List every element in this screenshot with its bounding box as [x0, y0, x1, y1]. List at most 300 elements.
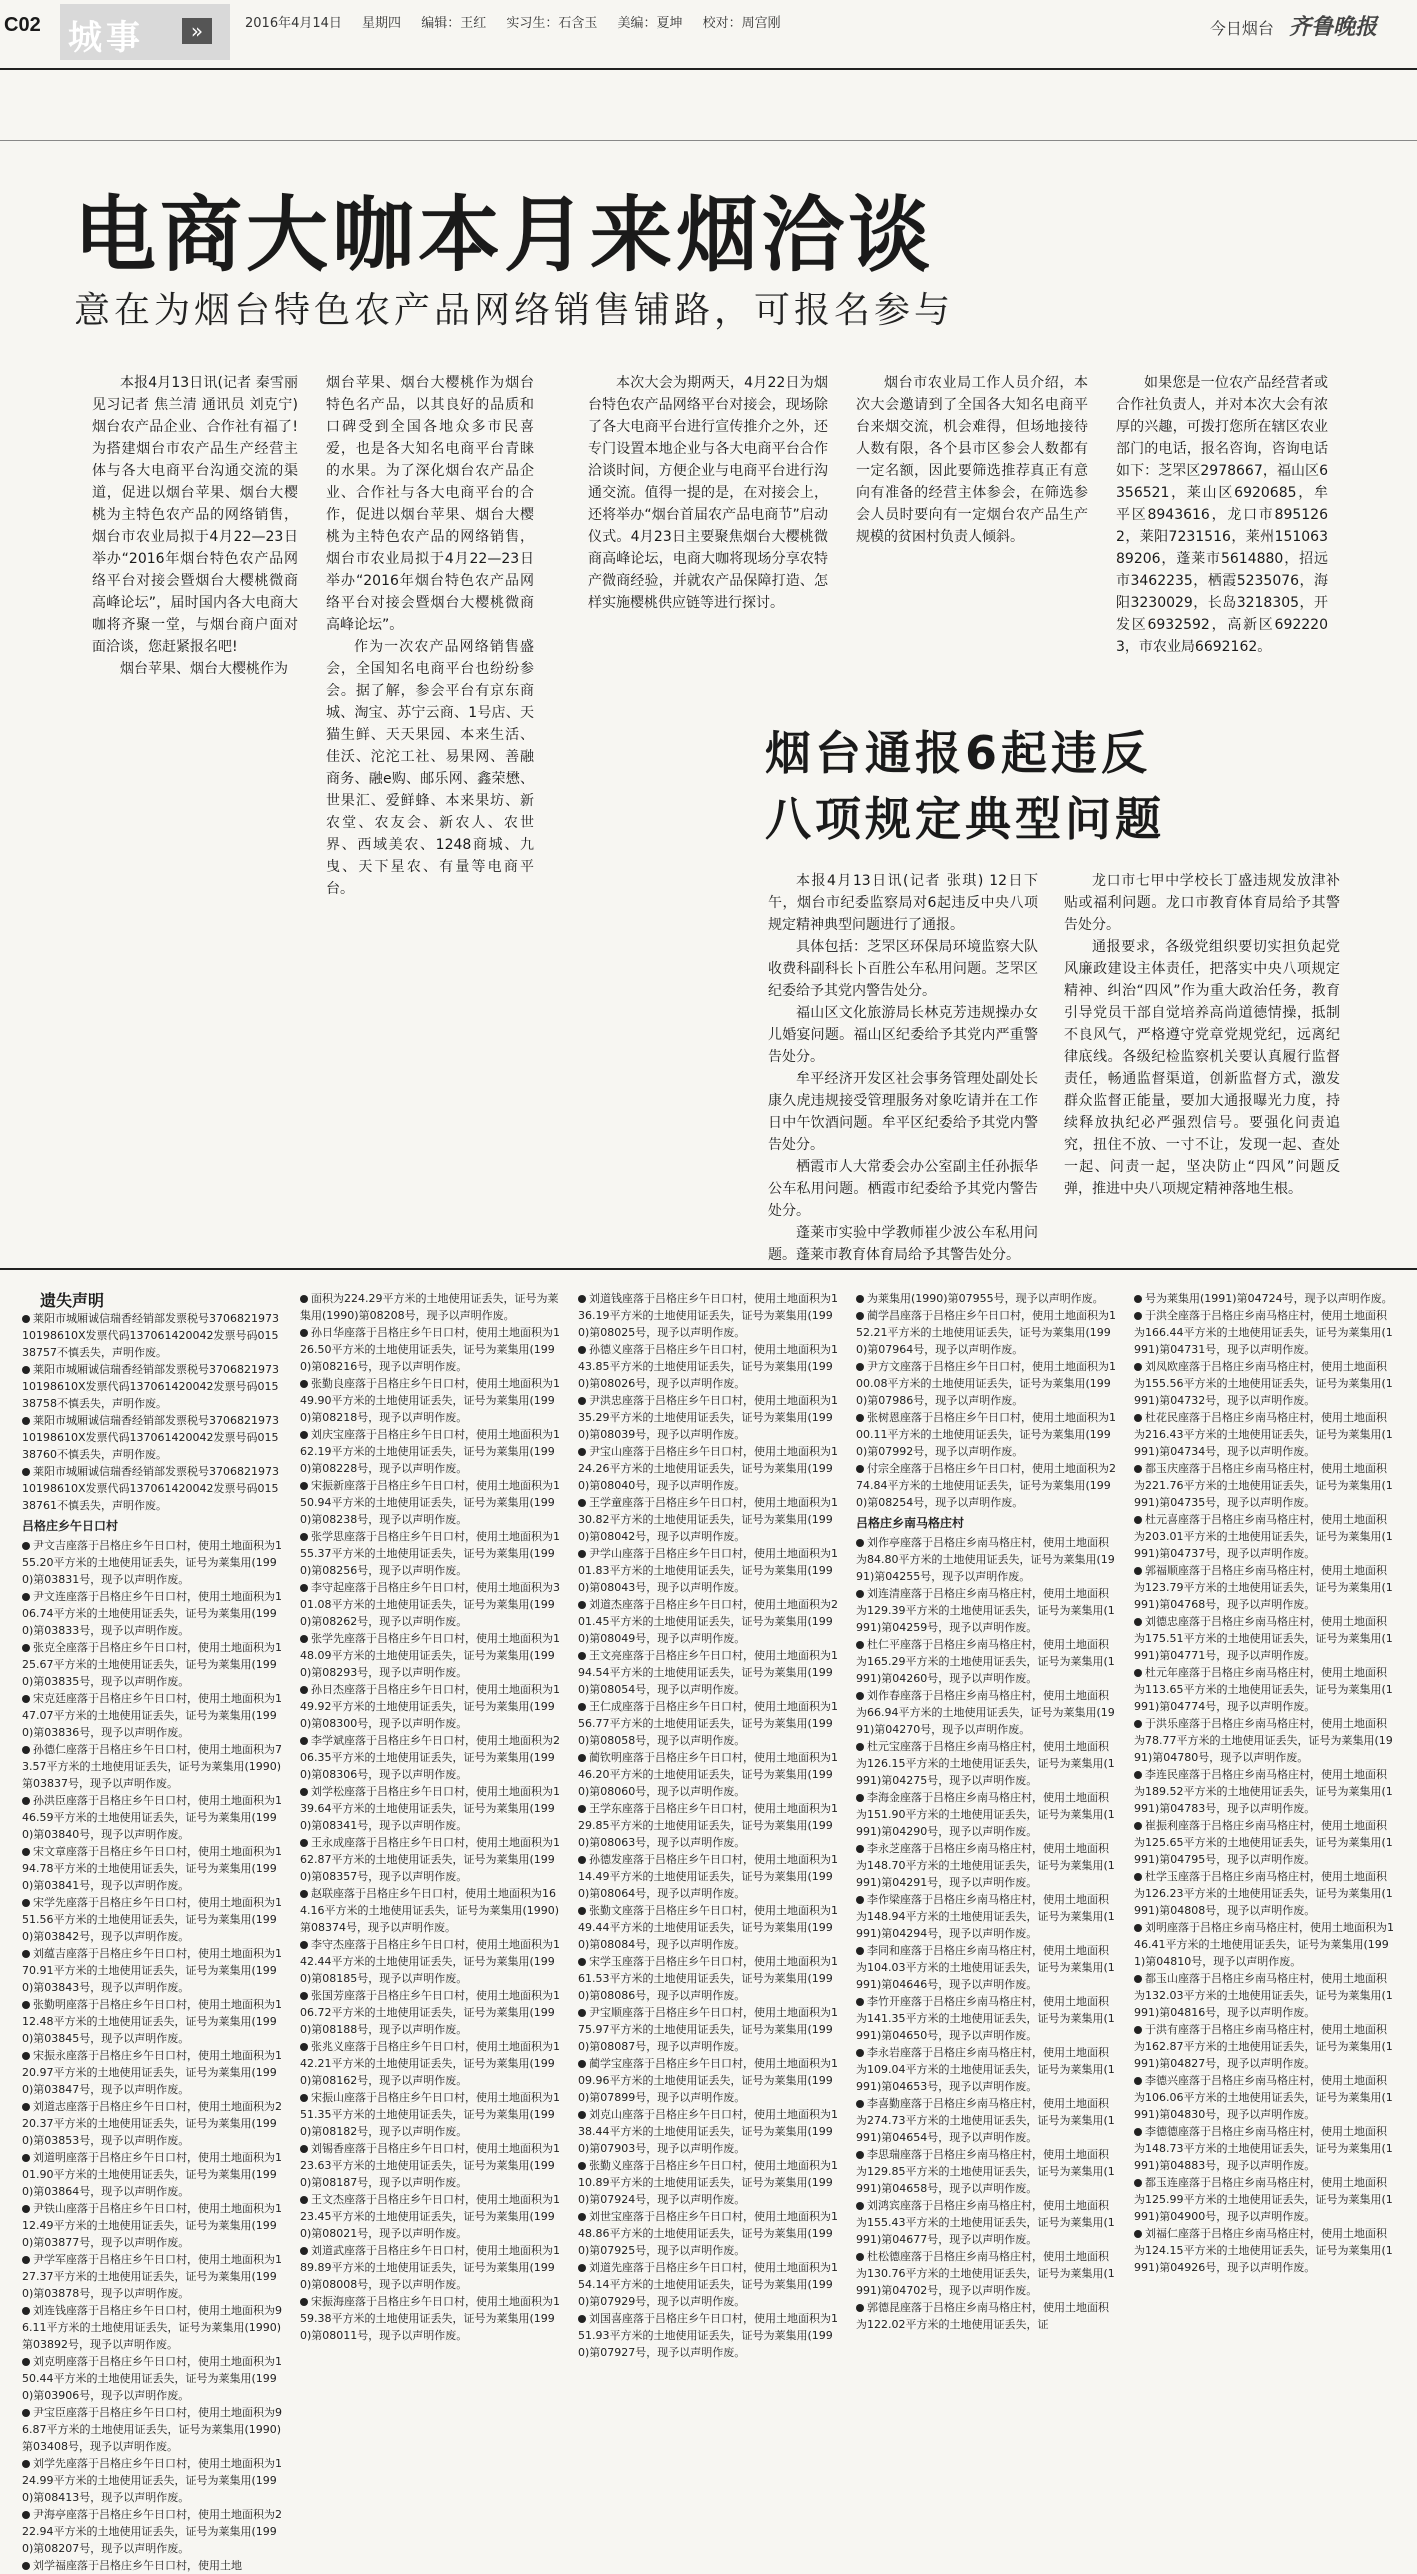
notices-column-4 [856, 1290, 1118, 2370]
bullet-icon [578, 2264, 586, 2272]
notice-entry [856, 1460, 1118, 1511]
bullet-icon [856, 1539, 864, 1547]
notice-entry [578, 2055, 840, 2106]
notice-entry [300, 1528, 562, 1579]
notice-text: 刘道钱座落于吕格庄乡午日口村，使用土地面积为136.19平方米的土地使用证丢失，证号为莱集用(1990)第08025号，现予以声明作废。 [578, 1292, 838, 1339]
notice-entry [856, 1409, 1118, 1460]
notice-entry [578, 1698, 840, 1749]
bullet-icon [300, 1584, 308, 1592]
notice-entry [22, 1463, 282, 1514]
bullet-icon [578, 1397, 586, 1405]
masthead [1210, 10, 1377, 41]
notice-entry [22, 1792, 282, 1843]
notice-text: 刘福仁座落于吕格庄乡南马格庄村，使用土地面积为124.15平方米的土地使用证丢失，证号为莱集用(1991)第04926号，现予以声明作废。 [1134, 2227, 1393, 2274]
bullet-icon [22, 2358, 30, 2366]
notice-text: 李德德座落于吕格庄乡南马格庄村，使用土地面积为148.73平方米的土地使用证丢失，证号为莱集用(1991)第04883号，现予以声明作废。 [1134, 2125, 1393, 2172]
notices-title: 遗失声明 [40, 1291, 105, 1310]
notice-entry [300, 2089, 562, 2140]
bullet-icon [856, 2202, 864, 2210]
notice-text: 莱阳市城厢诚信瑞香经销部发票税号370682197310198610X发票代码137061420042发票号码01538760不慎丢失，声明作废。 [22, 1414, 279, 1461]
notice-text: 于洪乐座落于吕格庄乡南马格庄村，使用土地面积为78.77平方米的土地使用证丢失，证号为莱集用(1991)第04780号，现予以声明作废。 [1134, 1717, 1393, 1764]
notice-text: 刘连钱座落于吕格庄乡午日口村，使用土地面积为96.11平方米的土地使用证丢失，证号为莱集用(1990)第03892号，现予以声明作废。 [22, 2304, 282, 2351]
notice-entry [578, 1545, 840, 1596]
bullet-icon [856, 1465, 864, 1473]
notice-entry [22, 1894, 282, 1945]
bullet-icon [300, 1992, 308, 2000]
notice-entry [22, 2557, 282, 2574]
article2-headline-line1: 烟台通报6起违反 [765, 726, 1152, 780]
notice-text: 刘学松座落于吕格庄乡午日口村，使用土地面积为139.64平方米的土地使用证丢失，证号为莱集用(1990)第08341号，现予以声明作废。 [300, 1785, 560, 1832]
notices-column-5 [1134, 1290, 1396, 2370]
header-rule-thin [0, 140, 1417, 141]
notice-text: 刘国喜座落于吕格庄乡午日口村，使用土地面积为151.93平方米的土地使用证丢失，证号为莱集用(1990)第07927号，现予以声明作废。 [578, 2312, 838, 2359]
bullet-icon [1134, 1414, 1142, 1422]
bullet-icon [22, 1695, 30, 1703]
notice-text: 刘庆宝座落于吕格庄乡午日口村，使用土地面积为162.19平方米的土地使用证丢失，证号为莱集用(1990)第08228号，现予以声明作废。 [300, 1428, 560, 1475]
notice-entry [856, 2248, 1118, 2299]
notice-village-heading: 吕格庄乡南马格庄村 [856, 1516, 965, 1530]
article2-para-6: 蓬莱市实验中学教师崔少波公车私用问题。蓬莱市教育体育局给予其警告处分。 [768, 1225, 1038, 1263]
notice-entry [22, 2200, 282, 2251]
notice-entry [1134, 1664, 1396, 1715]
notice-entry [578, 1494, 840, 1545]
art-editor: 美编：夏坤 [617, 16, 683, 31]
bullet-icon [856, 1794, 864, 1802]
bullet-icon [300, 1788, 308, 1796]
chevron-right-icon: » [182, 18, 212, 44]
bullet-icon [856, 1896, 864, 1904]
notice-entry [856, 1687, 1118, 1738]
notice-entry [578, 1851, 840, 1902]
notice-entry [578, 1902, 840, 1953]
notice-entry [856, 2299, 1118, 2333]
bullet-icon [300, 2196, 308, 2204]
notice-text: 都玉山座落于吕格庄乡南马格庄村，使用土地面积为132.03平方米的土地使用证丢失，证号为莱集用(1991)第04816号，现予以声明作废。 [1134, 1972, 1393, 2019]
notice-text: 王文杰座落于吕格庄乡午日口村，使用土地面积为123.45平方米的土地使用证丢失，证号为莱集用(1990)第08021号，现予以声明作废。 [300, 2193, 560, 2240]
notice-text: 张勤良座落于吕格庄乡午日口村，使用土地面积为149.90平方米的土地使用证丢失，证号为莱集用(1990)第08218号，现予以声明作废。 [300, 1377, 560, 1424]
bullet-icon [300, 1533, 308, 1541]
notice-entry [856, 2095, 1118, 2146]
notice-entry [578, 1341, 840, 1392]
notice-entry [22, 2149, 282, 2200]
notice-text: 杜元年座落于吕格庄乡南马格庄村，使用土地面积为113.65平方米的土地使用证丢失，证号为莱集用(1991)第04774号，现予以声明作废。 [1134, 1666, 1393, 1713]
bullet-icon [1134, 1618, 1142, 1626]
bullet-icon [856, 1641, 864, 1649]
notice-text: 号为莱集用(1991)第04724号，现予以声明作废。 [1145, 1292, 1393, 1305]
notice-entry [856, 1738, 1118, 1789]
notice-text: 刘道杰座落于吕格庄乡午日口村，使用土地面积为201.45平方米的土地使用证丢失，证号为莱集用(1990)第08049号，现予以声明作废。 [578, 1598, 838, 1645]
notice-entry [22, 2353, 282, 2404]
notice-text: 尹文吉座落于吕格庄乡午日口村，使用土地面积为155.20平方米的土地使用证丢失，证号为莱集用(1990)第03831号，现予以声明作废。 [22, 1539, 282, 1586]
issue-date: 2016年4月14日 [245, 16, 342, 31]
bullet-icon [22, 1950, 30, 1958]
notice-text: 张学思座落于吕格庄乡午日口村，使用土地面积为155.37平方米的土地使用证丢失，证号为莱集用(1990)第08256号，现予以声明作废。 [300, 1530, 560, 1577]
notice-entry [578, 1953, 840, 2004]
bullet-icon [1134, 2230, 1142, 2238]
bullet-icon [300, 1686, 308, 1694]
notice-text: 莱阳市城厢诚信瑞香经销部发票税号370682197310198610X发票代码137061420042发票号码01538757不慎丢失，声明作废。 [22, 1312, 279, 1359]
notice-text: 尹宝臣座落于吕格庄乡午日口村，使用土地面积为96.87平方米的土地使用证丢失，证号为莱集用(1990)第03408号，现予以声明作废。 [22, 2406, 282, 2453]
notice-text: 于洪有座落于吕格庄乡南马格庄村，使用土地面积为162.87平方米的土地使用证丢失，证号为莱集用(1991)第04827号，现予以声明作废。 [1134, 2023, 1393, 2070]
bullet-icon [856, 2151, 864, 2159]
notice-text: 宋学玉座落于吕格庄乡午日口村，使用土地面积为161.53平方米的土地使用证丢失，证号为莱集用(1990)第08086号，现予以声明作废。 [578, 1955, 838, 2002]
notice-entry [1134, 1919, 1396, 1970]
notice-entry [1134, 2072, 1396, 2123]
bullet-icon [300, 2247, 308, 2255]
notice-text: 李学斌座落于吕格庄乡午日口村，使用土地面积为206.35平方米的土地使用证丢失，证号为莱集用(1990)第08306号，现予以声明作废。 [300, 1734, 560, 1781]
notice-text: 宋振新座落于吕格庄乡午日口村，使用土地面积为150.94平方米的土地使用证丢失，证号为莱集用(1990)第08238号，现予以声明作废。 [300, 1479, 560, 1526]
bullet-icon [300, 1635, 308, 1643]
bullet-icon [300, 1329, 308, 1337]
notice-entry [578, 2208, 840, 2259]
notice-entry [1134, 1868, 1396, 1919]
article1-column-2 [326, 372, 534, 897]
bullet-icon [578, 2162, 586, 2170]
notice-entry [300, 1426, 562, 1477]
notice-text: 孙德义座落于吕格庄乡午日口村，使用土地面积为143.85平方米的土地使用证丢失，证号为莱集用(1990)第08026号，现予以声明作废。 [578, 1343, 838, 1390]
notice-text: 为莱集用(1990)第07955号，现予以声明作废。 [867, 1292, 1104, 1305]
article2-para-7: 龙口市七甲中学校长丁盛违规发放津补贴或福利问题。龙口市教育体育局给予其警告处分。 [1064, 873, 1340, 933]
article2-column-2 [1064, 870, 1340, 1270]
notice-text: 蔺学宝座落于吕格庄乡午日口村，使用土地面积为109.96平方米的土地使用证丢失，证号为莱集用(1990)第07899号，现予以声明作废。 [578, 2057, 838, 2104]
article2-headline [765, 720, 1165, 852]
notice-entry [856, 1358, 1118, 1409]
bullet-icon [1134, 1516, 1142, 1524]
notice-entry [1134, 2174, 1396, 2225]
notice-text: 尹文连座落于吕格庄乡午日口村，使用土地面积为106.74平方米的土地使用证丢失，证号为莱集用(1990)第03833号，现予以声明作废。 [22, 1590, 282, 1637]
article2-column-1 [768, 870, 1038, 1270]
notice-text: 都玉庆座落于吕格庄乡南马格庄村，使用土地面积为221.76平方米的土地使用证丢失，证号为莱集用(1991)第04735号，现予以声明作废。 [1134, 1462, 1393, 1509]
notices-column-3 [578, 1290, 840, 2370]
notice-text: 杜花民座落于吕格庄乡南马格庄村，使用土地面积为216.43平方米的土地使用证丢失，证号为莱集用(1991)第04734号，现予以声明作废。 [1134, 1411, 1393, 1458]
bullet-icon [1134, 1363, 1142, 1371]
article1-para-2: 烟台苹果、烟台大樱桃作为烟台特色名产品，以其良好的品质和口碑受到全国各地众多市民喜爱，也是各大知名电商平台青睐的水果。为了深化烟台农产品企业、合作社与各大电商平台的合作，促进以烟台苹果、烟台大樱桃为主特色农产品的网络销售，烟台市农业局拟于4月22—23日举办“2016年烟台特色农产品网络平台对接会暨烟台大樱桃微商高峰论坛”。 [326, 375, 534, 633]
bullet-icon [856, 1947, 864, 1955]
bullet-icon [1134, 1822, 1142, 1830]
notice-entry [300, 1324, 562, 1375]
notice-entry [856, 1307, 1118, 1358]
notice-text: 孙洪臣座落于吕格庄乡午日口村，使用土地面积为146.59平方米的土地使用证丢失，证号为莱集用(1990)第03840号，现予以声明作废。 [22, 1794, 282, 1841]
bullet-icon [22, 2409, 30, 2417]
notice-text: 付宗全座落于吕格庄乡午日口村，使用土地面积为274.84平方米的土地使用证丢失，证号为莱集用(1990)第08254号，现予以声明作废。 [856, 1462, 1116, 1509]
notice-text: 赵联座落于吕格庄乡午日口村，使用土地面积为164.16平方米的土地使用证丢失，证号为莱集用(1990)第08374号，现予以声明作废。 [300, 1887, 560, 1934]
article1-para-3: 作为一次农产品网络销售盛会，全国知名电商平台也纷纷参会。据了解，参会平台有京东商城、淘宝、苏宁云商、1号店、天猫生鲜、天天果园、本来生活、佳沃、沱沱工社、易果网、善融商务、融e购、邮乐网、鑫荣懋、世果汇、爱鲜蜂、本来果坊、新农堂、农友会、新农人、农世界、西域美农、1248商城、九曳、天下星农、有量等电商平台。 [326, 639, 534, 897]
bullet-icon [1134, 1873, 1142, 1881]
notice-text: 莱阳市城厢诚信瑞香经销部发票税号370682197310198610X发票代码137061420042发票号码01538758不慎丢失，声明作废。 [22, 1363, 279, 1410]
notice-entry [578, 1392, 840, 1443]
editor: 编辑：王红 [421, 16, 487, 31]
notice-text: 张学先座落于吕格庄乡午日口村，使用土地面积为148.09平方米的土地使用证丢失，证号为莱集用(1990)第08293号，现予以声明作废。 [300, 1632, 560, 1679]
bullet-icon [300, 1482, 308, 1490]
notice-text: 郭德昆座落于吕格庄乡南马格庄村，使用土地面积为122.02平方米的土地使用证丢失，证 [856, 2301, 1109, 2331]
notice-entry [22, 1843, 282, 1894]
notice-text: 刘德忠座落于吕格庄乡南马格庄村，使用土地面积为175.51平方米的土地使用证丢失，证号为莱集用(1991)第04771号，现予以声明作废。 [1134, 1615, 1393, 1662]
bullet-icon [578, 2213, 586, 2221]
notice-entry [22, 1588, 282, 1639]
notice-text: 李守杰座落于吕格庄乡午日口村，使用土地面积为142.44平方米的土地使用证丢失，证号为莱集用(1990)第08185号，现予以声明作废。 [300, 1938, 560, 1985]
bullet-icon [300, 1890, 308, 1898]
notice-entry [856, 1534, 1118, 1585]
notice-text: 杜学玉座落于吕格庄乡南马格庄村，使用土地面积为126.23平方米的土地使用证丢失，证号为莱集用(1991)第04808号，现予以声明作废。 [1134, 1870, 1393, 1917]
notice-text: 李喜勤座落于吕格庄乡南马格庄村，使用土地面积为274.73平方米的土地使用证丢失，证号为莱集用(1991)第04654号，现予以声明作废。 [856, 2097, 1115, 2144]
notice-text: 刘克山座落于吕格庄乡午日口村，使用土地面积为138.44平方米的土地使用证丢失，证号为莱集用(1990)第07903号，现予以声明作废。 [578, 2108, 838, 2155]
notice-entry [1134, 1358, 1396, 1409]
bullet-icon [1134, 1975, 1142, 1983]
notice-text: 李海金座落于吕格庄乡南马格庄村，使用土地面积为151.90平方米的土地使用证丢失，证号为莱集用(1991)第04290号，现予以声明作废。 [856, 1791, 1115, 1838]
notice-text: 王学童座落于吕格庄乡午日口村，使用土地面积为130.82平方米的土地使用证丢失，证号为莱集用(1990)第08042号，现予以声明作废。 [578, 1496, 838, 1543]
bullet-icon [856, 1743, 864, 1751]
notice-text: 刘道武座落于吕格庄乡午日口村，使用土地面积为189.89平方米的土地使用证丢失，证号为莱集用(1990)第08008号，现予以声明作废。 [300, 2244, 560, 2291]
notice-entry [578, 2106, 840, 2157]
bullet-icon [578, 2111, 586, 2119]
notice-text: 张兆义座落于吕格庄乡午日口村，使用土地面积为142.21平方米的土地使用证丢失，证号为莱集用(1990)第08162号，现予以声明作废。 [300, 2040, 560, 2087]
notice-text: 刘学福座落于吕格庄乡午日口村，使用土地 [33, 2559, 242, 2572]
bullet-icon [22, 2460, 30, 2468]
notice-entry [300, 1681, 562, 1732]
notices-top-rule [0, 1268, 1417, 1270]
notice-text: 尹宝山座落于吕格庄乡午日口村，使用土地面积为124.26平方米的土地使用证丢失，证号为莱集用(1990)第08040号，现予以声明作废。 [578, 1445, 838, 1492]
intern: 实习生：石含玉 [506, 16, 598, 31]
bullet-icon [856, 1998, 864, 2006]
bullet-icon [578, 1958, 586, 1966]
notice-entry [22, 2251, 282, 2302]
bullet-icon [22, 1746, 30, 1754]
notice-entry [22, 2098, 282, 2149]
bullet-icon [578, 1550, 586, 1558]
notice-entry [300, 1885, 562, 1936]
notice-entry [1134, 2021, 1396, 2072]
notice-text: 孙日杰座落于吕格庄乡午日口村，使用土地面积为149.92平方米的土地使用证丢失，证号为莱集用(1990)第08300号，现予以声明作废。 [300, 1683, 560, 1730]
notice-text: 宋振山座落于吕格庄乡午日口村，使用土地面积为151.35平方米的土地使用证丢失，证号为莱集用(1990)第08182号，现予以声明作废。 [300, 2091, 560, 2138]
notice-entry [578, 2310, 840, 2361]
notice-text: 李竹开座落于吕格庄乡南马格庄村，使用土地面积为141.35平方米的土地使用证丢失，证号为莱集用(1991)第04650号，现予以声明作废。 [856, 1995, 1115, 2042]
notice-entry [22, 1537, 282, 1588]
notice-text: 刘道志座落于吕格庄乡午日口村，使用土地面积为220.37平方米的土地使用证丢失，证号为莱集用(1990)第03853号，现予以声明作废。 [22, 2100, 282, 2147]
notice-text: 刘作亭座落于吕格庄乡南马格庄村，使用土地面积为84.80平方米的土地使用证丢失，证号为莱集用(1991)第04255号，现予以声明作废。 [856, 1536, 1115, 1583]
bullet-icon [578, 1754, 586, 1762]
bullet-icon [578, 1499, 586, 1507]
notice-text: 李守起座落于吕格庄乡午日口村，使用土地面积为301.08平方米的土地使用证丢失，证号为莱集用(1990)第08262号，现予以声明作废。 [300, 1581, 560, 1628]
bullet-icon [300, 1431, 308, 1439]
bullet-icon [300, 1295, 308, 1303]
bullet-icon [578, 2009, 586, 2017]
notice-text: 莱阳市城厢诚信瑞香经销部发票税号370682197310198610X发票代码137061420042发票号码01538761不慎丢失，声明作废。 [22, 1465, 279, 1512]
notice-text: 李作梁座落于吕格庄乡南马格庄村，使用土地面积为148.94平方米的土地使用证丢失，证号为莱集用(1991)第04294号，现予以声明作废。 [856, 1893, 1115, 1940]
notice-entry [856, 1585, 1118, 1636]
bullet-icon [578, 2060, 586, 2068]
notice-text: 刘世宝座落于吕格庄乡午日口村，使用土地面积为148.86平方米的土地使用证丢失，证号为莱集用(1990)第07925号，现予以声明作废。 [578, 2210, 838, 2257]
notice-entry [1134, 1409, 1396, 1460]
notice-text: 王文亮座落于吕格庄乡午日口村，使用土地面积为194.54平方米的土地使用证丢失，证号为莱集用(1990)第08054号，现予以声明作废。 [578, 1649, 838, 1696]
bullet-icon [578, 2315, 586, 2323]
bullet-icon [578, 1856, 586, 1864]
notice-entry [22, 1996, 282, 2047]
notice-entry [1134, 1715, 1396, 1766]
notice-text: 李同和座落于吕格庄乡南马格庄村，使用土地面积为104.03平方米的土地使用证丢失，证号为莱集用(1991)第04646号，现予以声明作废。 [856, 1944, 1115, 1991]
notice-text: 尹铁山座落于吕格庄乡午日口村，使用土地面积为112.49平方米的土地使用证丢失，证号为莱集用(1990)第03877号，现予以声明作废。 [22, 2202, 282, 2249]
article2-para-1: 本报4月13日讯(记者 张琪) 12日下午，烟台市纪委监察局对6起违反中央八项规定精神典型问题进行了通报。 [768, 873, 1038, 933]
page-header [0, 0, 1417, 70]
notice-text: 宋学先座落于吕格庄乡午日口村，使用土地面积为151.56平方米的土地使用证丢失，证号为莱集用(1990)第03842号，现予以声明作废。 [22, 1896, 282, 1943]
bullet-icon [856, 2253, 864, 2261]
bullet-icon [856, 2304, 864, 2312]
notice-entry [856, 1789, 1118, 1840]
article1-para-2a: 烟台苹果、烟台大樱桃作为 [120, 661, 288, 677]
notice-text: 郭福顺座落于吕格庄乡南马格庄村，使用土地面积为123.79平方米的土地使用证丢失，证号为莱集用(1991)第04768号，现予以声明作废。 [1134, 1564, 1393, 1611]
edition-meta [245, 12, 797, 31]
notice-text: 刘作春座落于吕格庄乡南马格庄村，使用土地面积为66.94平方米的土地使用证丢失，证号为莱集用(1991)第04270号，现予以声明作废。 [856, 1689, 1115, 1736]
notice-text: 王学东座落于吕格庄乡午日口村，使用土地面积为129.85平方米的土地使用证丢失，证号为莱集用(1990)第08063号，现予以声明作废。 [578, 1802, 838, 1849]
notice-text: 尹学山座落于吕格庄乡午日口村，使用土地面积为101.83平方米的土地使用证丢失，证号为莱集用(1990)第08043号，现予以声明作废。 [578, 1547, 838, 1594]
notice-entry [300, 1783, 562, 1834]
bullet-icon [1134, 1465, 1142, 1473]
page-number: C02 [4, 14, 41, 36]
notice-entry [1134, 1460, 1396, 1511]
notice-entry [1134, 1307, 1396, 1358]
notice-entry [578, 1647, 840, 1698]
notice-text: 蔺学昌座落于吕格庄乡午日口村，使用土地面积为152.21平方米的土地使用证丢失，证号为莱集用(1990)第07964号，现予以声明作废。 [856, 1309, 1116, 1356]
notice-village-heading: 吕格庄乡午日口村 [22, 1519, 119, 1533]
notice-entry [22, 1639, 282, 1690]
notice-entry [300, 1579, 562, 1630]
bullet-icon [300, 1737, 308, 1745]
notice-text: 宋振永座落于吕格庄乡午日口村，使用土地面积为120.97平方米的土地使用证丢失，证号为莱集用(1990)第03847号，现予以声明作废。 [22, 2049, 282, 2096]
notice-entry [1134, 1511, 1396, 1562]
article2-para-3: 福山区文化旅游局长林克芳违规操办女儿婚宴问题。福山区纪委给予其党内严重警告处分。 [768, 1005, 1038, 1065]
notice-text: 崔振利座落于吕格庄乡南马格庄村，使用土地面积为125.65平方米的土地使用证丢失，证号为莱集用(1991)第04795号，现予以声明作废。 [1134, 1819, 1393, 1866]
bullet-icon [578, 1295, 586, 1303]
notice-text: 刘道明座落于吕格庄乡午日口村，使用土地面积为101.90平方米的土地使用证丢失，证号为莱集用(1990)第03864号，现予以声明作废。 [22, 2151, 282, 2198]
notice-entry [22, 1361, 282, 1412]
bullet-icon [22, 1797, 30, 1805]
notice-entry [1134, 1562, 1396, 1613]
notice-entry [22, 1690, 282, 1741]
notice-entry [300, 1290, 562, 1324]
bullet-icon [22, 1366, 30, 1374]
bullet-icon [578, 1703, 586, 1711]
bullet-icon [856, 1845, 864, 1853]
article1-headline: 电商大咖本月来烟洽谈 [74, 188, 935, 283]
bullet-icon [300, 2094, 308, 2102]
notice-text: 王仁成座落于吕格庄乡午日口村，使用土地面积为156.77平方米的土地使用证丢失，证号为莱集用(1990)第08058号，现予以声明作废。 [578, 1700, 838, 1747]
bullet-icon [22, 2307, 30, 2315]
notice-entry [22, 2506, 282, 2557]
article2-para-2: 具体包括：芝罘区环保局环境监察大队收费科副科长卜百胜公车私用问题。芝罘区纪委给予其党内警告处分。 [768, 939, 1038, 999]
bullet-icon [1134, 1720, 1142, 1728]
bullet-icon [578, 1346, 586, 1354]
notice-text: 孙日华座落于吕格庄乡午日口村，使用土地面积为126.50平方米的土地使用证丢失，证号为莱集用(1990)第08216号，现予以声明作废。 [300, 1326, 560, 1373]
bullet-icon [22, 2511, 30, 2519]
article1-column-4 [856, 372, 1088, 678]
article1-subheadline: 意在为烟台特色农产品网络销售铺路，可报名参与 [74, 290, 955, 331]
notice-text: 王永成座落于吕格庄乡午日口村，使用土地面积为162.87平方米的土地使用证丢失，证号为莱集用(1990)第08357号，现予以声明作废。 [300, 1836, 560, 1883]
header-rule [0, 68, 1417, 70]
notice-text: 刘克明座落于吕格庄乡午日口村，使用土地面积为150.44平方米的土地使用证丢失，证号为莱集用(1990)第03906号，现予以声明作废。 [22, 2355, 282, 2402]
notice-entry [300, 2140, 562, 2191]
notice-text: 李连民座落于吕格庄乡南马格庄村，使用土地面积为189.52平方米的土地使用证丢失，证号为莱集用(1991)第04783号，现予以声明作废。 [1134, 1768, 1393, 1815]
notices-column-1 [22, 1310, 282, 2572]
notice-entry [22, 1945, 282, 1996]
notice-text: 宋克廷座落于吕格庄乡午日口村，使用土地面积为147.07平方米的土地使用证丢失，证号为莱集用(1990)第03836号，现予以声明作废。 [22, 1692, 282, 1739]
bullet-icon [578, 1601, 586, 1609]
bullet-icon [856, 1363, 864, 1371]
bullet-icon [1134, 2077, 1142, 2085]
bullet-icon [1134, 2128, 1142, 2136]
bullet-icon [300, 2298, 308, 2306]
bullet-icon [22, 1468, 30, 1476]
notice-entry [578, 1290, 840, 1341]
notice-entry [856, 1993, 1118, 2044]
article1-column-1 [92, 372, 298, 678]
article1-column-3 [588, 372, 828, 678]
notice-entry [300, 2293, 562, 2344]
bullet-icon [856, 1312, 864, 1320]
notice-entry [856, 1290, 1118, 1307]
bullet-icon [1134, 1669, 1142, 1677]
notice-entry [300, 1477, 562, 1528]
article1-para-4: 本次大会为期两天，4月22日为烟台特色农产品网络平台对接会，现场除了各大电商平台进行宣传推介之外，还专门设置本地企业与各大电商平台合作洽谈时间，方便企业与电商平台进行沟通交流。值得一提的是，在对接会上，还将举办“烟台首届农产品电商节”启动仪式。4月23日主要聚焦烟台大樱桃微商高峰论坛，电商大咖将现场分享农特产微商经验，并就农产品保障打造、怎样实施樱桃供应链等进行探讨。 [588, 375, 828, 611]
notice-text: 孙德仁座落于吕格庄乡午日口村，使用土地面积为73.57平方米的土地使用证丢失，证号为莱集用(1990)第03837号，现予以声明作废。 [22, 1743, 282, 1790]
bullet-icon [856, 2100, 864, 2108]
notice-entry [856, 2197, 1118, 2248]
notice-entry [578, 2259, 840, 2310]
notice-text: 面积为224.29平方米的土地使用证丢失，证号为莱集用(1990)第08208号，现予以声明作废。 [300, 1292, 559, 1322]
notice-text: 杜元宝座落于吕格庄乡南马格庄村，使用土地面积为126.15平方米的土地使用证丢失，证号为莱集用(1991)第04275号，现予以声明作废。 [856, 1740, 1115, 1787]
notice-text: 于洪全座落于吕格庄乡南马格庄村，使用土地面积为166.44平方米的土地使用证丢失，证号为莱集用(1991)第04731号，现予以声明作废。 [1134, 1309, 1393, 1356]
notice-text: 蔺钦明座落于吕格庄乡午日口村，使用土地面积为146.20平方米的土地使用证丢失，证号为莱集用(1990)第08060号，现予以声明作废。 [578, 1751, 838, 1798]
article1-para-1: 本报4月13日讯(记者 秦雪丽 见习记者 焦兰清 通讯员 刘克宁) 烟台农产品企业、合作社有福了!为搭建烟台市农产品生产经营主体与各大电商平台沟通交流的渠道，促进以烟台苹果、烟台大樱桃为主特色农产品的网络销售，烟台市农业局拟于4月22—23日举办“2016年烟台特色农产品网络平台对接会暨烟台大樱桃微商高峰论坛”，届时国内各大电商大咖将齐聚一堂，与烟台商户面对面洽谈，您赶紧报名吧! [92, 375, 298, 655]
bullet-icon [856, 1692, 864, 1700]
article2-para-4: 牟平经济开发区社会事务管理处副处长康久虎违规接受管理服务对象吃请并在工作日中午饮酒问题。牟平区纪委给予其党内警告处分。 [768, 1071, 1038, 1153]
notice-entry [22, 1412, 282, 1463]
newspaper-logo: 齐鲁晚报 [1288, 14, 1377, 40]
notice-text: 张克全座落于吕格庄乡午日口村，使用土地面积为125.67平方米的土地使用证丢失，证号为莱集用(1990)第03835号，现予以声明作废。 [22, 1641, 282, 1688]
notice-entry [300, 1987, 562, 2038]
bullet-icon [22, 1644, 30, 1652]
bullet-icon [1134, 1567, 1142, 1575]
notice-entry [300, 2242, 562, 2293]
notice-entry [856, 2146, 1118, 2197]
article1-para-6: 如果您是一位农产品经营者或合作社负责人，并对本次大会有浓厚的兴趣，可拨打您所在辖区农业部门的电话，报名咨询，咨询电话如下：芝罘区2978667，福山区6356521，莱山区6920685，牟平区8943616，龙口市8951262，莱阳7231516，莱州15106389206，蓬莱市5614880，招远市3462235，栖霞5235076，海阳3230029，长岛3218305，开发区6932592，高新区6922203，市农业局6692162。 [1116, 375, 1328, 655]
bullet-icon [22, 2001, 30, 2009]
notice-text: 都玉连座落于吕格庄乡南马格庄村，使用土地面积为125.99平方米的土地使用证丢失，证号为莱集用(1991)第04900号，现予以声明作废。 [1134, 2176, 1393, 2223]
bullet-icon [578, 1448, 586, 1456]
notice-text: 宋振海座落于吕格庄乡午日口村，使用土地面积为159.38平方米的土地使用证丢失，证号为莱集用(1990)第08011号，现予以声明作废。 [300, 2295, 560, 2342]
bullet-icon [300, 1380, 308, 1388]
notice-entry [1134, 2123, 1396, 2174]
notice-text: 刘凤欧座落于吕格庄乡南马格庄村，使用土地面积为155.56平方米的土地使用证丢失，证号为莱集用(1991)第04732号，现予以声明作废。 [1134, 1360, 1393, 1407]
notice-text: 孙德发座落于吕格庄乡午日口村，使用土地面积为114.49平方米的土地使用证丢失，证号为莱集用(1990)第08064号，现予以声明作废。 [578, 1853, 838, 1900]
bullet-icon [578, 1652, 586, 1660]
article1-column-5 [1116, 372, 1328, 678]
bullet-icon [22, 2562, 30, 2570]
notice-entry [300, 1834, 562, 1885]
bullet-icon [300, 1839, 308, 1847]
notice-text: 杜松德座落于吕格庄乡南马格庄村，使用土地面积为130.76平方米的土地使用证丢失，证号为莱集用(1991)第04702号，现予以声明作废。 [856, 2250, 1115, 2297]
bullet-icon [1134, 1924, 1142, 1932]
bullet-icon [22, 1848, 30, 1856]
notice-text: 张勤义座落于吕格庄乡午日口村，使用土地面积为110.89平方米的土地使用证丢失，证号为莱集用(1990)第07924号，现予以声明作废。 [578, 2159, 838, 2206]
bullet-icon [22, 2103, 30, 2111]
notice-text: 刘学先座落于吕格庄乡午日口村，使用土地面积为124.99平方米的土地使用证丢失，证号为莱集用(1990)第08413号，现予以声明作废。 [22, 2457, 282, 2504]
notice-entry [578, 2157, 840, 2208]
bullet-icon [856, 1590, 864, 1598]
bullet-icon [300, 2145, 308, 2153]
bullet-icon [22, 1417, 30, 1425]
notice-text: 杜元喜座落于吕格庄乡南马格庄村，使用土地面积为203.01平方米的土地使用证丢失，证号为莱集用(1991)第04737号，现予以声明作废。 [1134, 1513, 1393, 1560]
notice-text: 尹学军座落于吕格庄乡午日口村，使用土地面积为127.37平方米的土地使用证丢失，证号为莱集用(1990)第03878号，现予以声明作废。 [22, 2253, 282, 2300]
notices-column-2 [300, 1290, 562, 2370]
